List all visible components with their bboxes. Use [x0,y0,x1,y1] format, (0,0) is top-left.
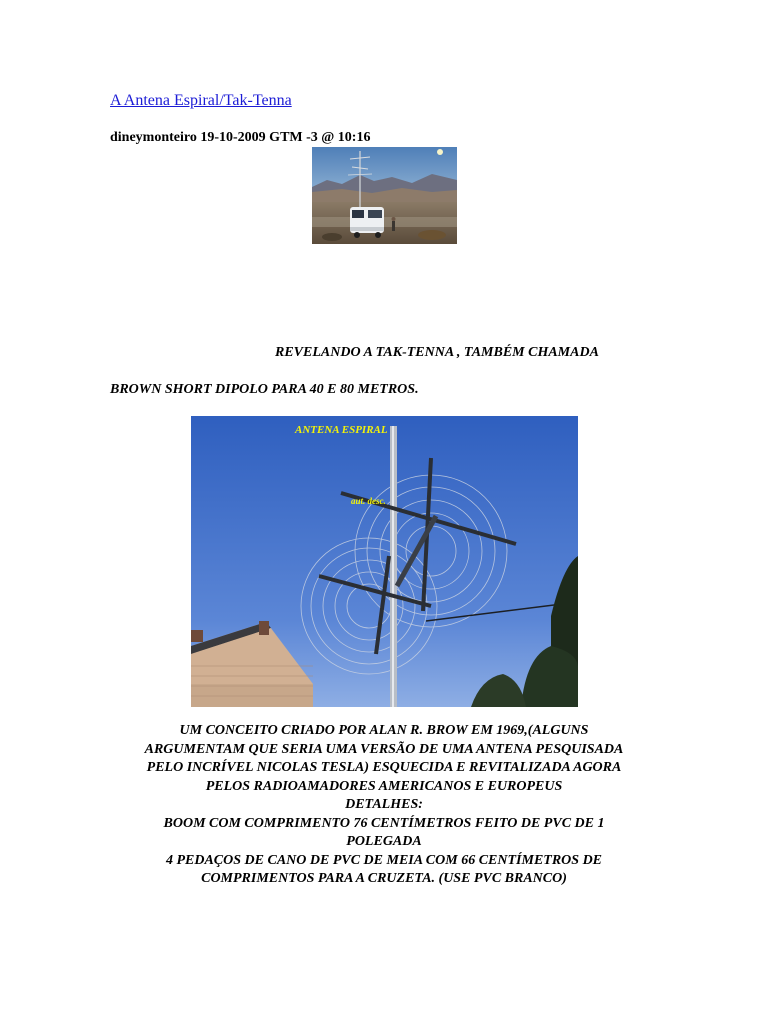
spiral-antenna-image [191,416,578,707]
description-line: UM CONCEITO CRIADO POR ALAN R. BROW EM 1969,(ALGUNS [179,723,589,738]
post-title-link[interactable]: A Antena Espiral/Tak-Tenna [110,92,292,109]
heading-line-2: BROWN SHORT DIPOLO PARA 40 E 80 METROS. [110,382,419,397]
van-antenna-photo [312,147,457,244]
description-line: 4 PEDAÇOS DE CANO DE PVC DE MEIA COM 66 CENTÍMETROS DE [165,852,603,868]
description-line: POLEGADA [346,834,422,849]
description-line: COMPRIMENTOS PARA A CRUZETA. (USE PVC BRANCO) [201,871,567,886]
antenna-photo-credit: aut. desc. [351,496,386,506]
description-line: PELO INCRÍVEL NICOLAS TESLA) ESQUECIDA E REVITALIZADA AGORA [146,760,622,775]
description-text [104,722,664,889]
description-line: DETALHES: [345,797,423,812]
heading-line-1: REVELANDO A TAK-TENNA , TAMBÉM CHAMADA [275,345,599,360]
spiral-antenna-photo [191,416,578,707]
description-line: ARGUMENTAM QUE SERIA UMA VERSÃO DE UMA ANTENA PESQUISADA [144,741,624,757]
description-line: PELOS RADIOAMADORES AMERICANOS E EUROPEUS [205,778,563,794]
post-byline: dineymonteiro 19-10-2009 GTM -3 @ 10:16 [110,130,371,145]
antenna-photo-label: ANTENA ESPIRAL [295,424,388,436]
description-line: BOOM COM COMPRIMENTO 76 CENTÍMETROS FEITO DE PVC DE 1 [163,815,605,831]
